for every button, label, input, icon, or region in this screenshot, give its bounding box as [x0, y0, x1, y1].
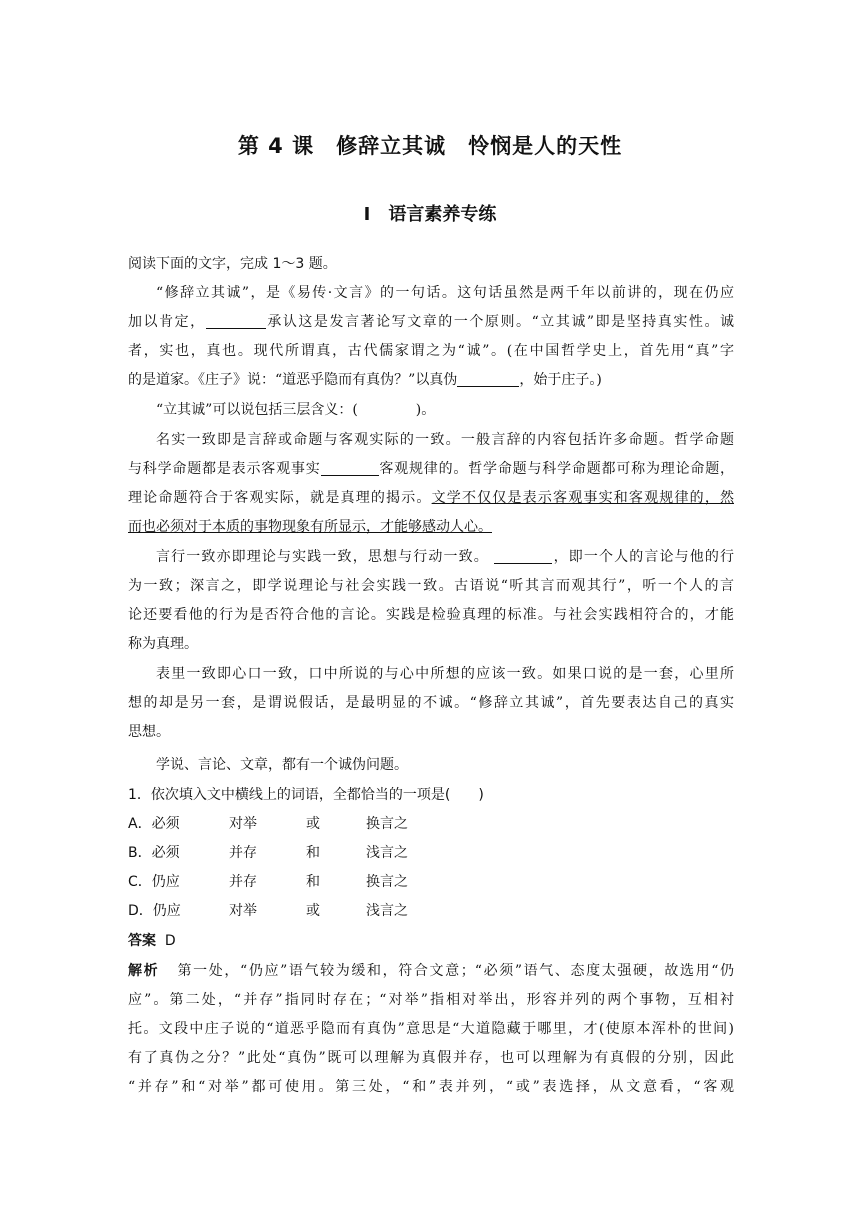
option-word: 对举	[229, 903, 257, 919]
option-word: 和	[306, 874, 320, 890]
option-label: B．必须	[128, 845, 180, 861]
passage-text: 与科学命题都是表示客观事实	[128, 461, 321, 477]
passage-text: 理论命题符合于客观实际，就是真理的揭示。	[128, 490, 432, 506]
option-word: 浅言之	[366, 903, 408, 919]
answer-line	[128, 927, 734, 956]
passage-line: 名实一致即是言辞或命题与客观实际的一致。一般言辞的内容包括许多命题。哲学命题	[156, 432, 734, 448]
passage-line: 者，实也，真也。现代所谓真，古代儒家谓之为“诚”。(在中国哲学史上，首先用“真”字	[128, 343, 734, 359]
analysis-text: 第一处，“仍应”语气较为缓和，符合文意；“必须”语气、态度太强硬，故选用“仍	[177, 963, 734, 979]
option-label: A．必须	[128, 816, 180, 832]
passage-line	[128, 455, 734, 484]
reading-instruction: 阅读下面的文字，完成 1～3 题。	[128, 256, 337, 272]
passage-text: 客观规律的。哲学命题与科学命题都可称为理论命题，	[378, 461, 734, 477]
analysis-line: 应”。第二处，“并存”指同时存在；“对举”指相对举出，形容并列的两个事物，互相衬	[128, 992, 734, 1008]
option-word: 并存	[229, 845, 257, 861]
passage-line	[128, 484, 734, 513]
passage-text: 的是道家。《庄子》说：“道恶乎隐而有真伪？”以真伪	[128, 372, 458, 388]
passage-text: 承认这是发言著论写文章的一个原则。“立其诚”即是坚持真实性。诚	[265, 314, 734, 330]
analysis-label: 解析	[128, 963, 160, 979]
underlined-sentence: 而也必须对于本质的事物现象有所显示，才能够感动人心。	[128, 519, 492, 535]
analysis-line: “并存”和“对举”都可使用。第三处，“和”表并列，“或”表选择，从文意看，“客观	[128, 1079, 734, 1095]
analysis-line: 有了真伪之分？”此处“真伪”既可以理解为真假并存，也可以理解为有真假的分别，因此	[128, 1050, 734, 1066]
option-word: 或	[306, 816, 320, 832]
passage-line	[128, 308, 734, 337]
analysis-line	[128, 957, 734, 986]
passage-text: 言行一致亦即理论与实践一致，思想与行动一致。	[156, 549, 489, 565]
passage-text: “立其诚”可以说包括三层含义：(	[156, 402, 358, 418]
passage-line	[128, 513, 734, 542]
question-stem: 1．依次填入文中横线上的词语，全都恰当的一项是( )	[128, 787, 484, 803]
option-word: 换言之	[366, 816, 408, 832]
option-word: 和	[306, 845, 320, 861]
passage-text: ，即一个人的言论与他的行	[552, 549, 734, 565]
option-label: D．仍应	[128, 903, 181, 919]
option-word: 浅言之	[366, 845, 408, 861]
passage-line	[128, 396, 734, 425]
lesson-title: 第 4 课 修辞立其诚 怜悯是人的天性	[237, 134, 623, 158]
passage-line: 称为真理。	[128, 636, 198, 652]
passage-line: 为一致；深言之，即学说理论与社会实践一致。古语说“听其言而观其行”，听一个人的言	[128, 578, 734, 594]
fill-blank-1	[206, 312, 266, 329]
option-word: 换言之	[366, 874, 408, 890]
passage-line	[128, 543, 734, 572]
passage-line: 学说、言论、文章，都有一个诚伪问题。	[156, 757, 408, 773]
answer-label: 答案	[128, 933, 156, 949]
answer-value: D	[164, 933, 176, 949]
passage-text: )。	[415, 402, 436, 418]
fill-blank-3	[321, 459, 379, 476]
passage-line: 表里一致即心口一致，口中所说的与心中所想的应该一致。如果口说的是一套，心里所	[156, 666, 734, 682]
passage-line: “修辞立其诚”，是《易传·文言》的一句话。这句话虽然是两千年以前讲的，现在仍应	[156, 285, 734, 301]
passage-line: 论还要看他的行为是否符合他的言论。实践是检验真理的标准。与社会实践相符合的，才能	[128, 607, 734, 623]
analysis-line: 托。文段中庄子说的“道恶乎隐而有真伪”意思是“大道隐藏于哪里，才(使原本浑朴的世间)	[128, 1021, 734, 1037]
underlined-sentence: 文学不仅仅是表示客观事实和客观规律的，然	[431, 490, 734, 506]
passage-text: 加以肯定，	[128, 314, 206, 330]
option-word: 并存	[229, 874, 257, 890]
option-word: 或	[306, 903, 320, 919]
fill-blank-4	[494, 547, 552, 564]
passage-line: 思想。	[128, 724, 170, 740]
fill-blank-2	[457, 370, 519, 387]
passage-text: ，始于庄子。)	[519, 372, 602, 388]
passage-line: 想的却是另一套，是谓说假话，是最明显的不诚。“修辞立其诚”，首先要表达自己的真实	[128, 695, 734, 711]
section-heading: Ⅰ 语言素养专练	[363, 204, 497, 225]
passage-line	[128, 366, 734, 395]
option-label: C．仍应	[128, 874, 180, 890]
option-word: 对举	[229, 816, 257, 832]
